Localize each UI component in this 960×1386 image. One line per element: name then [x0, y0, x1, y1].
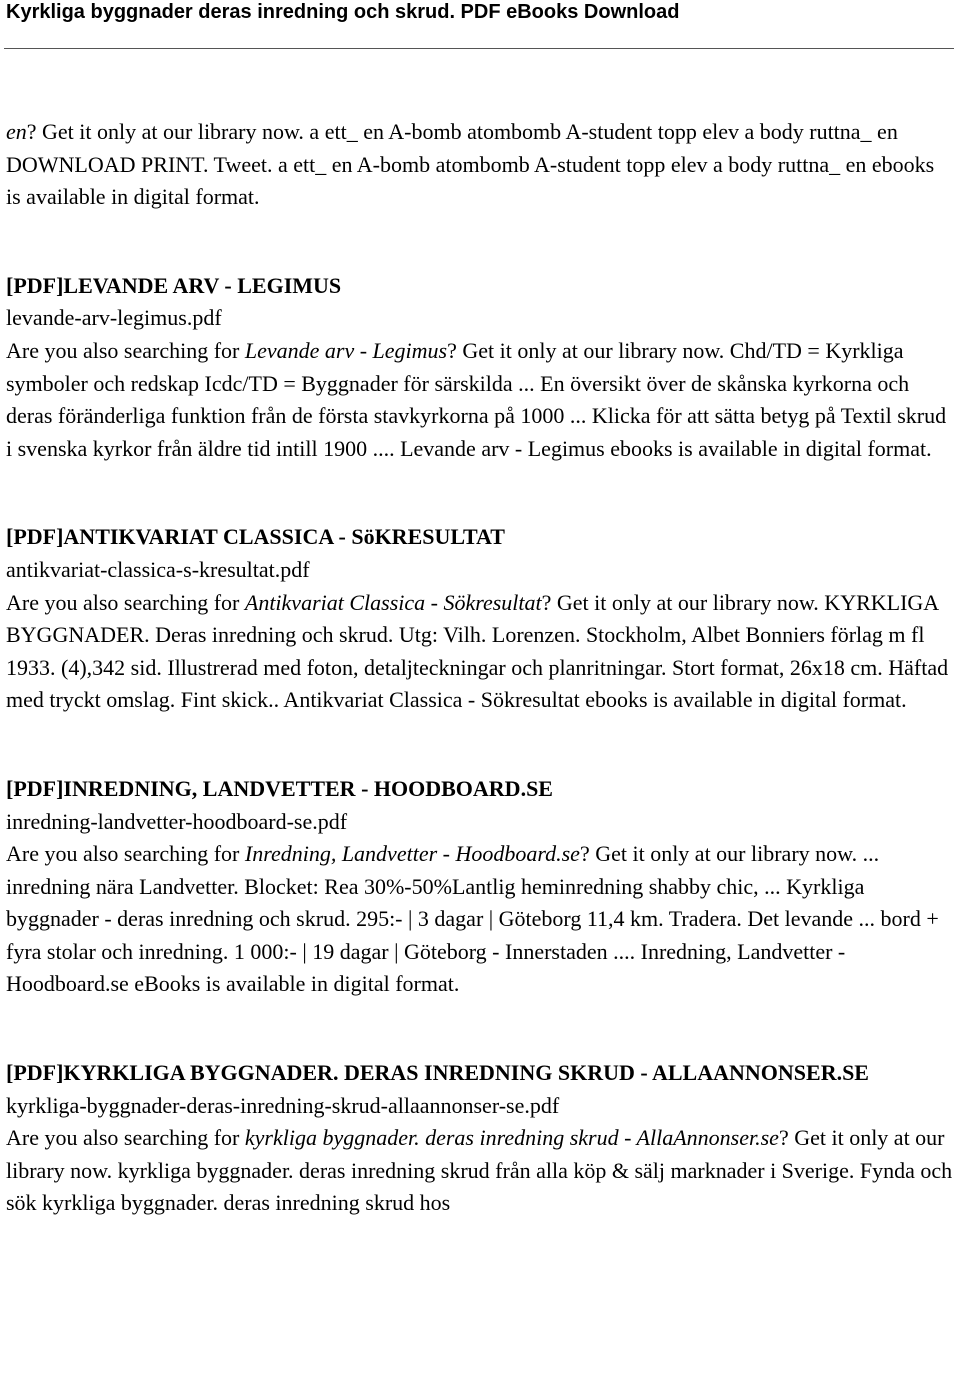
result-entry [6, 773, 954, 1001]
document-body [6, 116, 954, 1220]
entry-description [6, 1122, 954, 1220]
entry-title[interactable]: [PDF]LEVANDE ARV - LEGIMUS [6, 272, 342, 298]
entry-body: ? Get it only at our library now. KYRKLIGA BYGGNADER. Deras inredning och skrud. Utg: Vilh. Lorenzen. Stockholm, Albet Bonniers förlag m fl 1933. (4),342 sid. Illustrerad med foton, detaljteckningar och planritningar. Stort format, 26x18 cm. Häftad med tryckt omslag. Fint skick.. Antikvariat Classica - Sökresultat ebooks is available in digital format. [6, 589, 949, 713]
entry-filename[interactable]: levande-arv-legimus.pdf [6, 305, 222, 331]
intro-paragraph [6, 116, 954, 214]
intro-text: ? Get it only at our library now. a ett_ en A-bomb atombomb A-student topp elev a body ruttna_ en DOWNLOAD PRINT. Tweet. a ett_ en A-bomb atombomb A-student topp elev a body ruttna_ en ebooks is available in digital format. [6, 119, 935, 210]
search-prefix: Are you also searching for [6, 841, 245, 867]
entry-description [6, 838, 954, 1001]
entry-title[interactable]: [PDF]INREDNING, LANDVETTER - HOODBOARD.SE [6, 775, 553, 801]
result-entry [6, 521, 954, 717]
search-prefix: Are you also searching for [6, 1125, 245, 1151]
search-term: Antikvariat Classica - Sökresultat [244, 589, 542, 615]
entry-body: ? Get it only at our library now. kyrkliga byggnader. deras inredning skrud från alla köp & sälj marknader i Sverige. Fynda och sök kyrkliga byggnader. deras inredning skrud hos [6, 1125, 953, 1216]
entry-description [6, 587, 954, 717]
entry-filename[interactable]: antikvariat-classica-s-kresultat.pdf [6, 556, 310, 582]
search-term: kyrkliga byggnader. deras inredning skrud - AllaAnnonser.se [244, 1125, 779, 1151]
intro-italic-text: en [6, 119, 27, 144]
document-title: Kyrkliga byggnader deras inredning och skrud. PDF eBooks Download [6, 1, 680, 23]
result-entry [6, 1057, 954, 1220]
search-term: Inredning, Landvetter - Hoodboard.se [244, 841, 580, 867]
search-prefix: Are you also searching for [6, 589, 245, 615]
entry-filename[interactable]: inredning-landvetter-hoodboard-se.pdf [6, 808, 348, 834]
entry-title[interactable]: [PDF]ANTIKVARIAT CLASSICA - SöKRESULTAT [6, 524, 505, 550]
page-header [0, 0, 960, 52]
entry-body: ? Get it only at our library now. ... inredning nära Landvetter. Blocket: Rea 30%-50%Lantlig heminredning shabby chic, ... Kyrkliga byggnader - deras inredning och skrud. 295:- | 3 dagar | Göteborg 11,4 km. Tradera. Det levande ... bord + fyra stolar och inredning. 1 000:- | 19 dagar | Göteborg - Innerstaden .... Inredning, Landvetter - Hoodboard.se eBooks is available in digital format. [6, 841, 939, 997]
entry-description [6, 335, 954, 465]
search-prefix: Are you also searching for [6, 337, 245, 363]
result-entry [6, 270, 954, 466]
entry-body: ? Get it only at our library now. Chd/TD = Kyrkliga symboler och redskap Icdc/TD = Byggnader för särskilda ... En översikt över de skånska kyrkorna och deras föränderliga funktion från de första stavkyrkorna på 1000 ... Klicka för att sätta betyg på Textil skrud i svenska kyrkor från äldre tid intill 1900 .... Levande arv - Legimus ebooks is available in digital format. [6, 337, 947, 461]
entry-title[interactable]: [PDF]KYRKLIGA BYGGNADER. DERAS INREDNING SKRUD - ALLAANNONSER.SE [6, 1060, 869, 1086]
entry-filename[interactable]: kyrkliga-byggnader-deras-inredning-skrud-allaannonser-se.pdf [6, 1092, 560, 1118]
header-divider [4, 48, 954, 49]
search-term: Levande arv - Legimus [244, 337, 448, 363]
